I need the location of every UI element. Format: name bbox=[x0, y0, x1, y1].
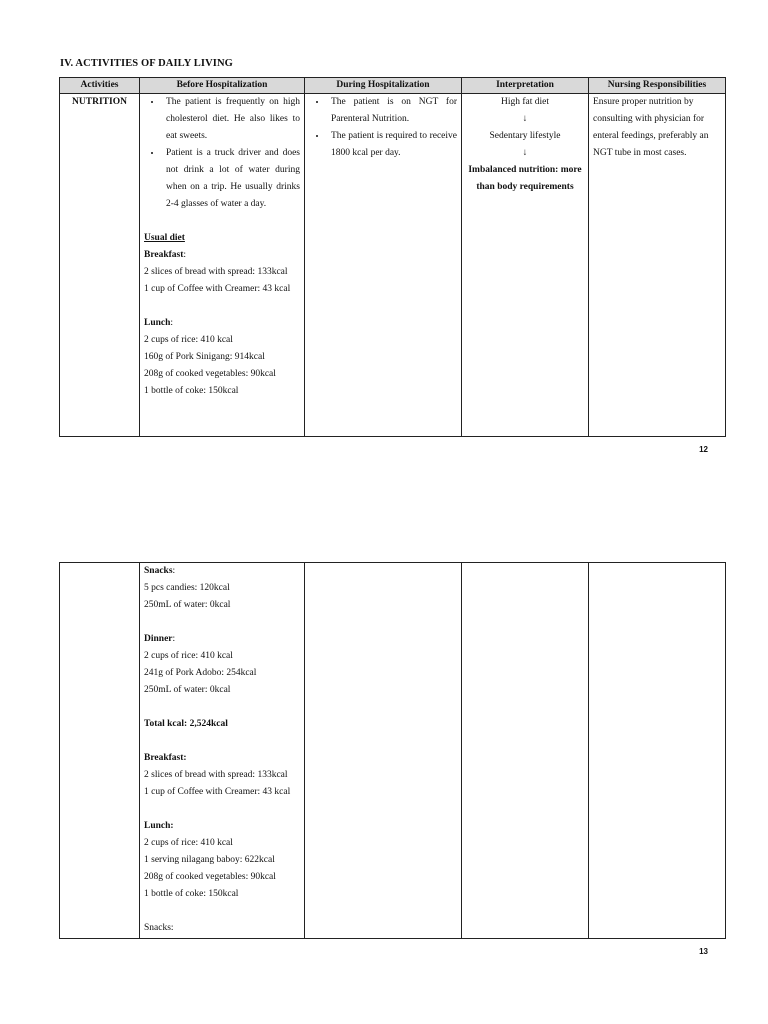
activity-label: NUTRITION bbox=[72, 97, 127, 107]
list-item: 250mL of water: 0kcal bbox=[144, 685, 231, 695]
list-item: 1 serving nilagang baboy: 622kcal bbox=[144, 855, 275, 865]
nursing-responsibility-text: Ensure proper nutrition by consulting with physician for enteral feedings, preferably an NGT tube in most cases. bbox=[593, 97, 709, 158]
total-kcal: Total kcal: 2,524kcal bbox=[144, 719, 228, 729]
interpretation-cause-1: High fat diet bbox=[500, 97, 549, 107]
adl-table-page-13 bbox=[59, 562, 726, 939]
snacks-heading: Snacks: bbox=[144, 566, 176, 576]
list-item: • The patient is frequently on high cholesterol diet. He also likes to eat sweets. bbox=[162, 94, 300, 145]
nursing-responsibilities-cell bbox=[589, 94, 726, 437]
list-item: 2 cups of rice: 410 kcal bbox=[144, 838, 233, 848]
interpretation-cause-2: Sedentary lifestyle bbox=[489, 131, 561, 141]
list-item: • The patient is required to receive 1800 kcal per day. bbox=[327, 128, 457, 162]
dinner-heading: Dinner: bbox=[144, 634, 176, 644]
before-hospitalization-cell bbox=[140, 94, 305, 437]
before-hospitalization-cell bbox=[140, 563, 305, 939]
list-item: 2 cups of rice: 410 kcal bbox=[144, 651, 233, 661]
during-bullet-list bbox=[309, 94, 457, 162]
during-hospitalization-cell bbox=[305, 94, 462, 437]
list-item: 2 slices of bread with spread: 133kcal bbox=[144, 267, 288, 277]
list-item: 160g of Pork Sinigang: 914kcal bbox=[144, 352, 265, 362]
activity-cell bbox=[60, 563, 140, 939]
down-arrow-icon: ↓ bbox=[522, 114, 528, 124]
snacks-heading: Snacks: bbox=[144, 923, 174, 933]
list-item: 5 pcs candies: 120kcal bbox=[144, 583, 230, 593]
list-item: 250mL of water: 0kcal bbox=[144, 600, 231, 610]
list-item: 2 cups of rice: 410 kcal bbox=[144, 335, 233, 345]
activity-cell bbox=[60, 94, 140, 437]
list-item: 1 bottle of coke: 150kcal bbox=[144, 386, 239, 396]
header-before-hospitalization: Before Hospitalization bbox=[140, 78, 305, 94]
interpretation-cell bbox=[462, 94, 589, 437]
table-row bbox=[60, 563, 726, 939]
breakfast-heading: Breakfast: bbox=[144, 250, 187, 260]
list-item: 208g of cooked vegetables: 90kcal bbox=[144, 872, 276, 882]
list-item: • Patient is a truck driver and does not drink a lot of water during when on a trip. He usually drinks 2-4 glasses of water a day. bbox=[162, 145, 300, 213]
interpretation-conclusion: Imbalanced nutrition: more than body requirements bbox=[468, 165, 582, 192]
lunch-heading: Lunch: bbox=[144, 821, 174, 831]
before-bullet-list bbox=[144, 94, 300, 213]
table-row bbox=[60, 94, 726, 437]
header-during-hospitalization: During Hospitalization bbox=[305, 78, 462, 94]
list-item: 1 cup of Coffee with Creamer: 43 kcal bbox=[144, 284, 291, 294]
list-item: 208g of cooked vegetables: 90kcal bbox=[144, 369, 276, 379]
down-arrow-icon: ↓ bbox=[522, 148, 528, 158]
list-item: 2 slices of bread with spread: 133kcal bbox=[144, 770, 288, 780]
section-title: IV. ACTIVITIES OF DAILY LIVING bbox=[60, 58, 233, 69]
interpretation-cell bbox=[462, 563, 589, 939]
page-number: 13 bbox=[699, 947, 708, 956]
breakfast-heading: Breakfast: bbox=[144, 753, 187, 763]
usual-diet-heading: Usual diet bbox=[144, 233, 185, 243]
page-number: 12 bbox=[699, 445, 708, 454]
lunch-heading: Lunch: bbox=[144, 318, 174, 328]
nursing-responsibilities-cell bbox=[589, 563, 726, 939]
during-hospitalization-cell bbox=[305, 563, 462, 939]
header-interpretation: Interpretation bbox=[462, 78, 589, 94]
list-item: 1 bottle of coke: 150kcal bbox=[144, 889, 239, 899]
list-item: 241g of Pork Adobo: 254kcal bbox=[144, 668, 257, 678]
header-activities: Activities bbox=[60, 78, 140, 94]
adl-table-page-12 bbox=[59, 77, 726, 437]
list-item: 1 cup of Coffee with Creamer: 43 kcal bbox=[144, 787, 291, 797]
list-item: • The patient is on NGT for Parenteral Nutrition. bbox=[327, 94, 457, 128]
table-header-row bbox=[60, 78, 726, 94]
header-nursing-responsibilities: Nursing Responsibilities bbox=[589, 78, 726, 94]
